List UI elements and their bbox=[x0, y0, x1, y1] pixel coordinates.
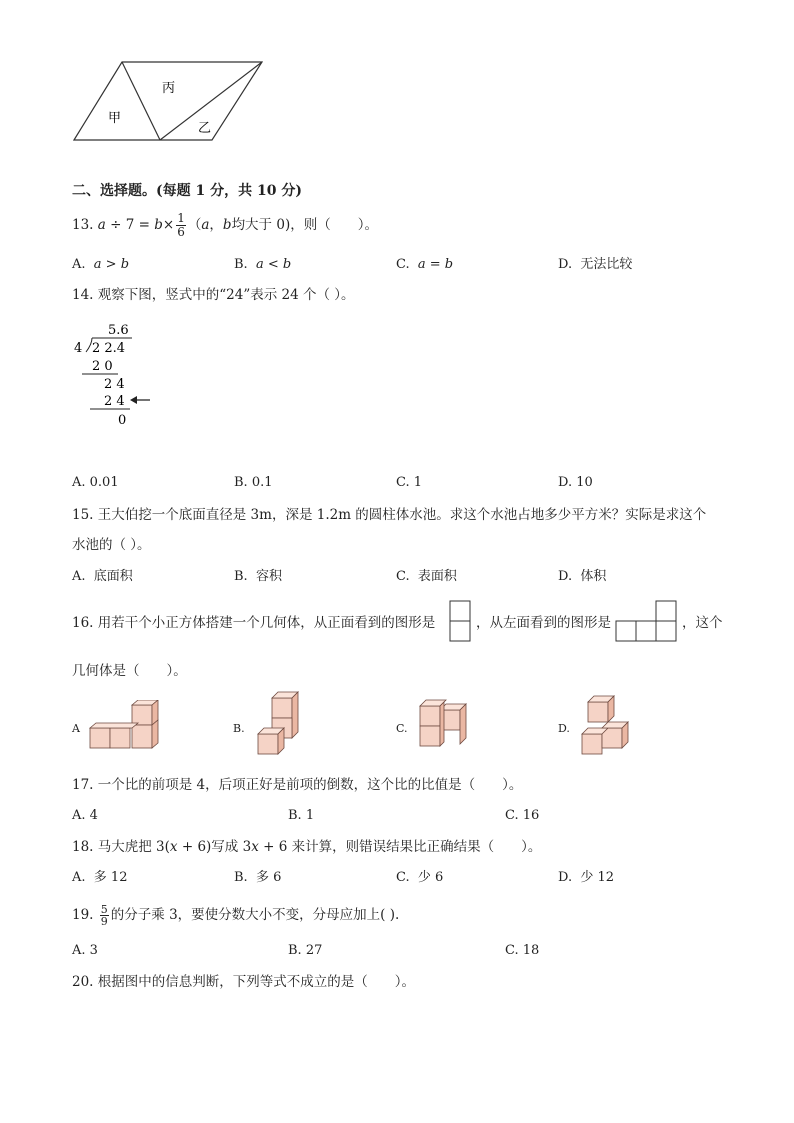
fraction-five-ninths: $\frac{5}{9}$ bbox=[100, 903, 108, 928]
question-16-part3: ，这个 bbox=[682, 615, 723, 631]
q13-option-c[interactable]: C. a = b bbox=[396, 257, 454, 272]
question-16-line2: 几何体是（ ）。 bbox=[72, 663, 187, 679]
q13-option-a[interactable]: A. a > b bbox=[72, 257, 130, 272]
left-view-icon bbox=[615, 600, 679, 644]
parallelogram-figure bbox=[70, 58, 270, 146]
label-bing: 丙 bbox=[162, 81, 176, 96]
q14-option-c[interactable]: C. 1 bbox=[396, 475, 423, 490]
q16-option-d-label[interactable]: D. bbox=[558, 722, 570, 735]
step-line1: 2 0 bbox=[92, 359, 113, 374]
question-13: 13. a ÷ 7 = b× $\frac{1}{6}$ （a，b均大于 0)，则（ ）。 bbox=[72, 211, 378, 239]
q16-option-b-label[interactable]: B. bbox=[233, 722, 245, 735]
question-19: 19. $\frac{5}{9}$ 的分子乘 3，要使分数大小不变，分母应加上( ). bbox=[72, 903, 400, 928]
q14-option-a[interactable]: A. 0.01 bbox=[72, 475, 119, 490]
q19-option-b[interactable]: B. 27 bbox=[288, 943, 323, 958]
step-line2: 2 4 bbox=[104, 377, 125, 392]
q19-option-a[interactable]: A. 3 bbox=[72, 943, 98, 958]
q16-option-d-figure[interactable] bbox=[578, 694, 632, 758]
q15-option-d[interactable]: D. 体积 bbox=[558, 569, 607, 584]
q18-option-b[interactable]: B. 多 6 bbox=[234, 870, 282, 885]
divisor: 4 bbox=[74, 341, 83, 356]
dividend: 2 2.4 bbox=[92, 341, 126, 356]
question-15-line1: 15. 王大伯挖一个底面直径是 3m，深是 1.2m 的圆柱体水池。求这个水池占地多少平方米？实际是求这个 bbox=[72, 507, 707, 523]
q16-option-a-figure[interactable] bbox=[88, 700, 164, 752]
q16-option-c-figure[interactable] bbox=[416, 698, 470, 754]
q14-option-d[interactable]: D. 10 bbox=[558, 475, 593, 490]
question-14: 14. 观察下图，竖式中的“24”表示 24 个（ ）。 bbox=[72, 287, 355, 303]
q13-option-d[interactable]: D. 无法比较 bbox=[558, 257, 633, 272]
q15-option-b[interactable]: B. 容积 bbox=[234, 569, 282, 584]
question-15-line2: 水池的（ ）。 bbox=[72, 537, 151, 553]
q18-option-a[interactable]: A. 多 12 bbox=[72, 870, 128, 885]
question-18: 18. 马大虎把 3(x + 6)写成 3x + 6 来计算，则错误结果比正确结果（ ）。 bbox=[72, 839, 542, 855]
q18-option-c[interactable]: C. 少 6 bbox=[396, 870, 444, 885]
quotient: 5.6 bbox=[108, 323, 129, 338]
q17-option-c[interactable]: C. 16 bbox=[505, 808, 540, 823]
question-17: 17. 一个比的前项是 4，后项正好是前项的倒数，这个比的比值是（ ）。 bbox=[72, 777, 523, 793]
front-view-icon bbox=[449, 600, 473, 644]
q16-option-a-label[interactable]: A bbox=[72, 722, 80, 735]
q14-option-b[interactable]: B. 0.1 bbox=[234, 475, 273, 490]
section-title: 二、选择题。(每题 1 分，共 10 分) bbox=[72, 183, 302, 199]
question-16-part1: 16. 用若干个小正方体搭建一个几何体，从正面看到的图形是 bbox=[72, 615, 436, 631]
label-yi: 乙 bbox=[198, 121, 212, 136]
q18-option-d[interactable]: D. 少 12 bbox=[558, 870, 615, 885]
fraction-one-sixth: $\frac{1}{6}$ bbox=[177, 211, 185, 239]
q15-option-a[interactable]: A. 底面积 bbox=[72, 569, 133, 584]
q17-option-a[interactable]: A. 4 bbox=[72, 808, 98, 823]
q13-option-b[interactable]: B. a < b bbox=[234, 257, 292, 272]
step-line3: 2 4 bbox=[104, 394, 125, 409]
q15-option-c[interactable]: C. 表面积 bbox=[396, 569, 457, 584]
q16-option-c-label[interactable]: C. bbox=[396, 722, 408, 735]
q17-option-b[interactable]: B. 1 bbox=[288, 808, 315, 823]
remainder: 0 bbox=[118, 413, 127, 428]
label-jia: 甲 bbox=[108, 111, 122, 126]
question-20: 20. 根据图中的信息判断，下列等式不成立的是（ ）。 bbox=[72, 974, 416, 990]
long-division-figure bbox=[70, 318, 160, 430]
q16-option-b-figure[interactable] bbox=[254, 690, 306, 758]
q19-option-c[interactable]: C. 18 bbox=[505, 943, 540, 958]
question-16-part2: ，从左面看到的图形是 bbox=[476, 615, 611, 631]
